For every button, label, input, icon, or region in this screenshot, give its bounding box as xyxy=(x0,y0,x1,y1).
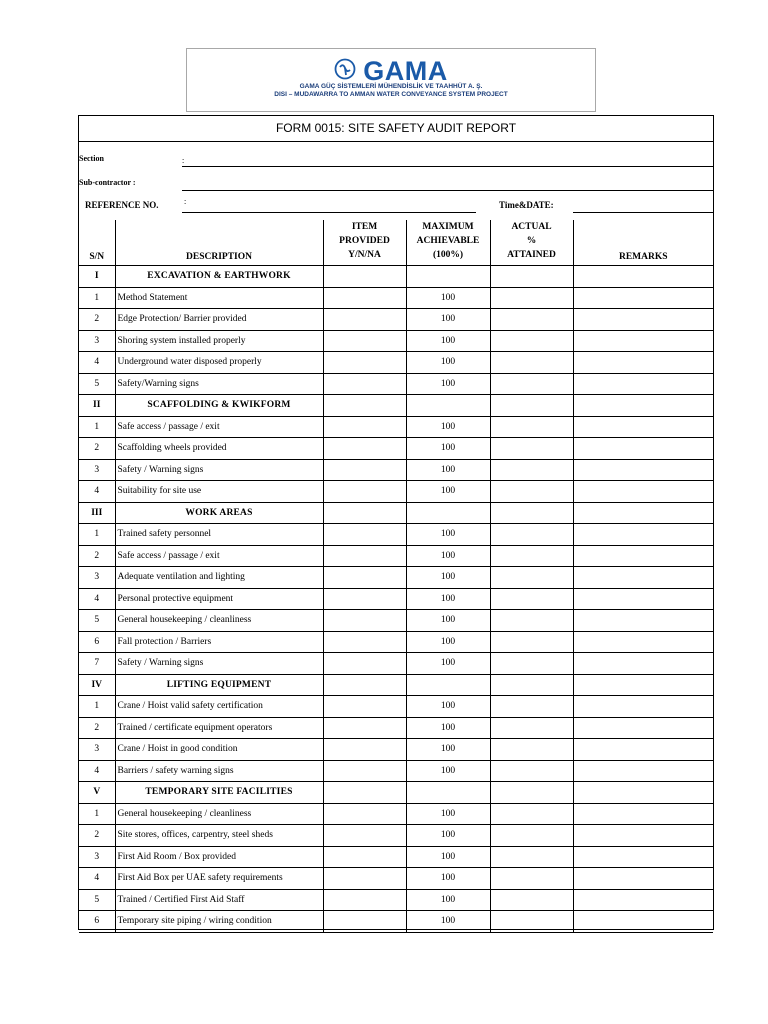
company-header xyxy=(186,48,596,112)
max-achievable-cell xyxy=(406,395,490,417)
row-description: Trained safety personnel xyxy=(115,524,323,546)
item-provided-cell[interactable] xyxy=(323,846,406,868)
max-achievable-cell: 100 xyxy=(406,825,490,847)
actual-attained-cell[interactable] xyxy=(490,524,573,546)
row-description: Method Statement xyxy=(115,287,323,309)
item-provided-cell[interactable] xyxy=(323,889,406,911)
row-description: First Aid Room / Box provided xyxy=(115,846,323,868)
table-row xyxy=(79,760,713,782)
row-sn: 1 xyxy=(79,287,115,309)
row-sn: 2 xyxy=(79,438,115,460)
row-sn: 2 xyxy=(79,717,115,739)
max-achievable-cell: 100 xyxy=(406,610,490,632)
item-provided-cell[interactable] xyxy=(323,610,406,632)
max-achievable-cell: 100 xyxy=(406,696,490,718)
row-sn: 4 xyxy=(79,481,115,503)
max-achievable-cell: 100 xyxy=(406,545,490,567)
remarks-cell[interactable] xyxy=(573,330,713,352)
remarks-cell[interactable] xyxy=(573,459,713,481)
actual-attained-cell[interactable] xyxy=(490,330,573,352)
max-achievable-cell xyxy=(406,782,490,804)
max-achievable-cell: 100 xyxy=(406,373,490,395)
max-achievable-cell: 100 xyxy=(406,416,490,438)
table-row xyxy=(79,373,713,395)
actual-attained-cell[interactable] xyxy=(490,352,573,374)
row-description: Adequate ventilation and lighting xyxy=(115,567,323,589)
row-description: Safe access / passage / exit xyxy=(115,416,323,438)
section-row xyxy=(79,395,713,417)
remarks-cell[interactable] xyxy=(573,309,713,331)
row-sn: 4 xyxy=(79,352,115,374)
actual-attained-cell[interactable] xyxy=(490,760,573,782)
remarks-cell[interactable] xyxy=(573,502,713,524)
table-row xyxy=(79,524,713,546)
item-provided-cell[interactable] xyxy=(323,717,406,739)
reference-label: REFERENCE NO. xyxy=(85,200,159,210)
max-achievable-cell: 100 xyxy=(406,717,490,739)
item-provided-cell[interactable] xyxy=(323,696,406,718)
remarks-cell[interactable] xyxy=(573,610,713,632)
item-provided-cell[interactable] xyxy=(323,911,406,933)
audit-table xyxy=(79,220,713,933)
section-label: Section xyxy=(79,154,104,163)
section-row xyxy=(79,674,713,696)
table-row xyxy=(79,287,713,309)
table-row xyxy=(79,309,713,331)
remarks-cell[interactable] xyxy=(573,481,713,503)
max-achievable-cell: 100 xyxy=(406,588,490,610)
item-provided-cell[interactable] xyxy=(323,502,406,524)
max-achievable-cell: 100 xyxy=(406,438,490,460)
actual-attained-cell[interactable] xyxy=(490,545,573,567)
row-sn: 3 xyxy=(79,330,115,352)
row-description: Site stores, offices, carpentry, steel sheds xyxy=(115,825,323,847)
audit-form xyxy=(78,115,714,930)
item-provided-cell[interactable] xyxy=(323,352,406,374)
section-title: EXCAVATION & EARTHWORK xyxy=(115,266,323,288)
table-row xyxy=(79,911,713,933)
remarks-cell[interactable] xyxy=(573,567,713,589)
table-row xyxy=(79,438,713,460)
remarks-cell[interactable] xyxy=(573,846,713,868)
item-provided-cell[interactable] xyxy=(323,803,406,825)
item-provided-cell[interactable] xyxy=(323,266,406,288)
table-row xyxy=(79,416,713,438)
table-row xyxy=(79,481,713,503)
max-achievable-cell: 100 xyxy=(406,760,490,782)
table-row xyxy=(79,631,713,653)
section-colon: : xyxy=(182,156,185,165)
actual-attained-cell[interactable] xyxy=(490,889,573,911)
row-sn: 3 xyxy=(79,846,115,868)
item-provided-cell[interactable] xyxy=(323,567,406,589)
row-sn: 1 xyxy=(79,696,115,718)
actual-attained-cell[interactable] xyxy=(490,868,573,890)
section-numeral: V xyxy=(79,782,115,804)
row-description: Personal protective equipment xyxy=(115,588,323,610)
item-provided-cell[interactable] xyxy=(323,588,406,610)
row-description: Shoring system installed properly xyxy=(115,330,323,352)
section-numeral: IV xyxy=(79,674,115,696)
actual-attained-cell[interactable] xyxy=(490,825,573,847)
table-row xyxy=(79,352,713,374)
section-numeral: I xyxy=(79,266,115,288)
item-provided-cell[interactable] xyxy=(323,674,406,696)
item-provided-cell[interactable] xyxy=(323,330,406,352)
project-name: DISI – MUDAWARRA TO AMMAN WATER CONVEYANCE SYSTEM PROJECT xyxy=(274,91,508,98)
remarks-cell[interactable] xyxy=(573,395,713,417)
actual-attained-cell[interactable] xyxy=(490,653,573,675)
col-actual-line3: ATTAINED xyxy=(507,250,556,260)
row-sn: 1 xyxy=(79,524,115,546)
row-sn: 2 xyxy=(79,545,115,567)
remarks-cell[interactable] xyxy=(573,911,713,933)
row-description: Trained / Certified First Aid Staff xyxy=(115,889,323,911)
actual-attained-cell[interactable] xyxy=(490,846,573,868)
item-provided-cell[interactable] xyxy=(323,287,406,309)
max-achievable-cell: 100 xyxy=(406,352,490,374)
col-actual-line2: % xyxy=(526,236,537,246)
actual-attained-cell[interactable] xyxy=(490,717,573,739)
table-row xyxy=(79,653,713,675)
timedate-label: Time&DATE: xyxy=(499,200,554,210)
row-sn: 5 xyxy=(79,373,115,395)
section-title: TEMPORARY SITE FACILITIES xyxy=(115,782,323,804)
timedate-field[interactable] xyxy=(573,212,713,213)
row-description: Barriers / safety warning signs xyxy=(115,760,323,782)
row-description: General housekeeping / cleanliness xyxy=(115,803,323,825)
table-row xyxy=(79,545,713,567)
row-description: General housekeeping / cleanliness xyxy=(115,610,323,632)
table-row xyxy=(79,610,713,632)
remarks-cell[interactable] xyxy=(573,524,713,546)
col-sn-header: S/N xyxy=(79,220,115,266)
table-row xyxy=(79,889,713,911)
max-achievable-cell: 100 xyxy=(406,803,490,825)
row-description: Edge Protection/ Barrier provided xyxy=(115,309,323,331)
row-sn: 6 xyxy=(79,631,115,653)
actual-attained-cell[interactable] xyxy=(490,395,573,417)
item-provided-cell[interactable] xyxy=(323,868,406,890)
col-max-line2: ACHIEVABLE xyxy=(416,236,480,246)
item-provided-cell[interactable] xyxy=(323,438,406,460)
table-row xyxy=(79,739,713,761)
row-sn: 4 xyxy=(79,588,115,610)
table-row xyxy=(79,696,713,718)
row-sn: 2 xyxy=(79,825,115,847)
actual-attained-cell[interactable] xyxy=(490,631,573,653)
actual-attained-cell[interactable] xyxy=(490,567,573,589)
item-provided-cell[interactable] xyxy=(323,416,406,438)
item-provided-cell[interactable] xyxy=(323,760,406,782)
max-achievable-cell: 100 xyxy=(406,653,490,675)
max-achievable-cell: 100 xyxy=(406,459,490,481)
row-sn: 5 xyxy=(79,610,115,632)
remarks-cell[interactable] xyxy=(573,739,713,761)
row-sn: 6 xyxy=(79,911,115,933)
actual-attained-cell[interactable] xyxy=(490,459,573,481)
actual-attained-cell[interactable] xyxy=(490,438,573,460)
actual-attained-cell[interactable] xyxy=(490,674,573,696)
col-item-line1: ITEM xyxy=(351,222,378,232)
remarks-cell[interactable] xyxy=(573,760,713,782)
item-provided-cell[interactable] xyxy=(323,739,406,761)
max-achievable-cell xyxy=(406,674,490,696)
row-description: Safety / Warning signs xyxy=(115,653,323,675)
table-row xyxy=(79,846,713,868)
section-numeral: II xyxy=(79,395,115,417)
max-achievable-cell: 100 xyxy=(406,846,490,868)
row-description: Safety/Warning signs xyxy=(115,373,323,395)
remarks-cell[interactable] xyxy=(573,266,713,288)
table-row xyxy=(79,459,713,481)
row-sn: 4 xyxy=(79,760,115,782)
remarks-cell[interactable] xyxy=(573,803,713,825)
row-sn: 1 xyxy=(79,416,115,438)
row-sn: 3 xyxy=(79,567,115,589)
section-title: SCAFFOLDING & KWIKFORM xyxy=(115,395,323,417)
form-title: FORM 0015: SITE SAFETY AUDIT REPORT xyxy=(79,116,713,142)
col-item-header xyxy=(323,220,406,266)
actual-attained-cell[interactable] xyxy=(490,481,573,503)
table-header-row xyxy=(79,220,713,266)
actual-attained-cell[interactable] xyxy=(490,502,573,524)
remarks-cell[interactable] xyxy=(573,782,713,804)
remarks-cell[interactable] xyxy=(573,545,713,567)
actual-attained-cell[interactable] xyxy=(490,911,573,933)
row-sn: 1 xyxy=(79,803,115,825)
remarks-cell[interactable] xyxy=(573,674,713,696)
table-row xyxy=(79,868,713,890)
section-field[interactable] xyxy=(182,166,713,167)
remarks-cell[interactable] xyxy=(573,653,713,675)
row-description: Suitability for site use xyxy=(115,481,323,503)
row-sn: 4 xyxy=(79,868,115,890)
table-row xyxy=(79,588,713,610)
col-actual-line1: ACTUAL xyxy=(511,222,552,232)
max-achievable-cell: 100 xyxy=(406,287,490,309)
item-provided-cell[interactable] xyxy=(323,309,406,331)
max-achievable-cell: 100 xyxy=(406,889,490,911)
actual-attained-cell[interactable] xyxy=(490,373,573,395)
table-row xyxy=(79,717,713,739)
actual-attained-cell[interactable] xyxy=(490,782,573,804)
row-sn: 3 xyxy=(79,739,115,761)
row-description: Safe access / passage / exit xyxy=(115,545,323,567)
row-sn: 2 xyxy=(79,309,115,331)
max-achievable-cell: 100 xyxy=(406,309,490,331)
col-remarks-header: REMARKS xyxy=(573,220,713,266)
remarks-cell[interactable] xyxy=(573,352,713,374)
item-provided-cell[interactable] xyxy=(323,395,406,417)
table-row xyxy=(79,803,713,825)
subcontractor-field[interactable] xyxy=(182,190,713,191)
item-provided-cell[interactable] xyxy=(323,459,406,481)
actual-attained-cell[interactable] xyxy=(490,266,573,288)
subcontractor-label: Sub-contractor : xyxy=(79,178,136,187)
row-sn: 7 xyxy=(79,653,115,675)
item-provided-cell[interactable] xyxy=(323,524,406,546)
row-description: Trained / certificate equipment operators xyxy=(115,717,323,739)
remarks-cell[interactable] xyxy=(573,868,713,890)
item-provided-cell[interactable] xyxy=(323,782,406,804)
section-row xyxy=(79,502,713,524)
section-title: LIFTING EQUIPMENT xyxy=(115,674,323,696)
col-max-header xyxy=(406,220,490,266)
actual-attained-cell[interactable] xyxy=(490,610,573,632)
row-description: Safety / Warning signs xyxy=(115,459,323,481)
remarks-cell[interactable] xyxy=(573,696,713,718)
row-description: Underground water disposed properly xyxy=(115,352,323,374)
remarks-cell[interactable] xyxy=(573,825,713,847)
max-achievable-cell xyxy=(406,502,490,524)
item-provided-cell[interactable] xyxy=(323,481,406,503)
max-achievable-cell: 100 xyxy=(406,481,490,503)
section-title: WORK AREAS xyxy=(115,502,323,524)
section-row xyxy=(79,266,713,288)
row-description: Temporary site piping / wiring condition xyxy=(115,911,323,933)
col-description-header: DESCRIPTION xyxy=(115,220,323,266)
actual-attained-cell[interactable] xyxy=(490,309,573,331)
company-name: GAMA GÜÇ SİSTEMLERİ MÜHENDİSLİK VE TAAHHÜT A. Ş. xyxy=(299,83,483,90)
col-max-line3: (100%) xyxy=(432,250,464,260)
item-provided-cell[interactable] xyxy=(323,631,406,653)
col-item-line2: PROVIDED xyxy=(339,236,390,246)
col-item-line3: Y/N/NA xyxy=(348,250,381,260)
reference-field[interactable] xyxy=(182,212,476,213)
actual-attained-cell[interactable] xyxy=(490,416,573,438)
remarks-cell[interactable] xyxy=(573,416,713,438)
actual-attained-cell[interactable] xyxy=(490,739,573,761)
row-sn: 5 xyxy=(79,889,115,911)
table-row xyxy=(79,567,713,589)
logo xyxy=(187,57,595,85)
remarks-cell[interactable] xyxy=(573,373,713,395)
max-achievable-cell xyxy=(406,266,490,288)
remarks-cell[interactable] xyxy=(573,631,713,653)
max-achievable-cell: 100 xyxy=(406,911,490,933)
max-achievable-cell: 100 xyxy=(406,330,490,352)
gama-logo-icon xyxy=(334,58,356,85)
table-row xyxy=(79,825,713,847)
actual-attained-cell[interactable] xyxy=(490,696,573,718)
table-row xyxy=(79,330,713,352)
logo-text: GAMA xyxy=(363,56,448,86)
row-description: Crane / Hoist valid safety certification xyxy=(115,696,323,718)
section-numeral: III xyxy=(79,502,115,524)
item-provided-cell[interactable] xyxy=(323,653,406,675)
remarks-cell[interactable] xyxy=(573,438,713,460)
max-achievable-cell: 100 xyxy=(406,567,490,589)
max-achievable-cell: 100 xyxy=(406,739,490,761)
max-achievable-cell: 100 xyxy=(406,524,490,546)
col-max-line1: MAXIMUM xyxy=(422,222,474,232)
max-achievable-cell: 100 xyxy=(406,868,490,890)
row-description: Crane / Hoist in good condition xyxy=(115,739,323,761)
actual-attained-cell[interactable] xyxy=(490,803,573,825)
max-achievable-cell: 100 xyxy=(406,631,490,653)
item-provided-cell[interactable] xyxy=(323,545,406,567)
actual-attained-cell[interactable] xyxy=(490,287,573,309)
row-sn: 3 xyxy=(79,459,115,481)
row-description: Fall protection / Barriers xyxy=(115,631,323,653)
remarks-cell[interactable] xyxy=(573,588,713,610)
remarks-cell[interactable] xyxy=(573,287,713,309)
section-row xyxy=(79,782,713,804)
row-description: Scaffolding wheels provided xyxy=(115,438,323,460)
reference-colon: : xyxy=(184,197,187,206)
row-description: First Aid Box per UAE safety requirements xyxy=(115,868,323,890)
item-provided-cell[interactable] xyxy=(323,825,406,847)
col-actual-header xyxy=(490,220,573,266)
remarks-cell[interactable] xyxy=(573,889,713,911)
item-provided-cell[interactable] xyxy=(323,373,406,395)
actual-attained-cell[interactable] xyxy=(490,588,573,610)
remarks-cell[interactable] xyxy=(573,717,713,739)
